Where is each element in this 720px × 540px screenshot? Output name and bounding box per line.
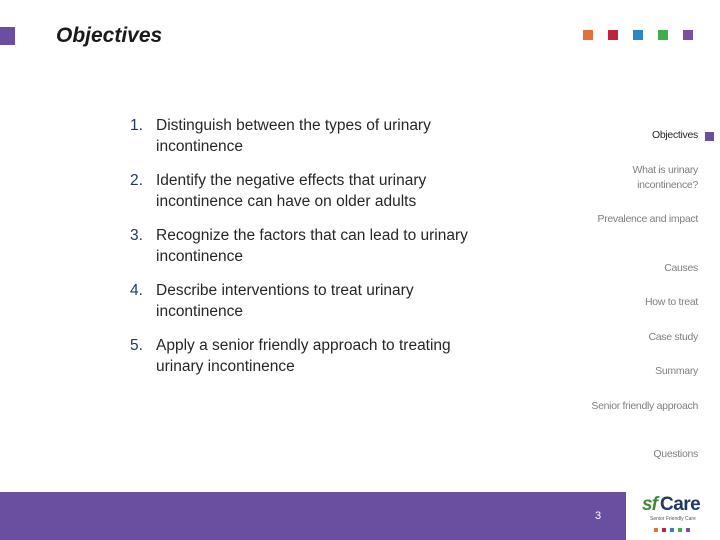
deco-square-green xyxy=(658,30,668,40)
deco-square-purple xyxy=(683,30,693,40)
nav-item-label: Causes xyxy=(664,262,698,274)
deco-square-blue xyxy=(633,30,643,40)
logo-dot-blue xyxy=(670,528,674,532)
logo-sf-text: sf xyxy=(642,494,657,515)
nav-item-label: Case study xyxy=(648,331,698,343)
nav-item-summary[interactable] xyxy=(588,364,698,379)
objective-text: Distinguish between the types of urinary incontinence xyxy=(156,117,431,155)
slide-number: 3 xyxy=(595,510,602,522)
objective-item xyxy=(130,335,490,377)
objective-number: 4. xyxy=(130,282,143,299)
active-section-marker xyxy=(705,132,714,141)
objective-item xyxy=(130,170,490,212)
sfcare-logo xyxy=(626,486,720,540)
objective-number: 1. xyxy=(130,117,143,134)
nav-item-questions[interactable] xyxy=(588,447,698,462)
objectives-list xyxy=(130,115,490,390)
objective-item xyxy=(130,225,490,267)
nav-item-label: Summary xyxy=(655,365,698,377)
deco-square-red xyxy=(608,30,618,40)
objective-item xyxy=(130,280,490,322)
objective-item xyxy=(130,115,490,157)
nav-item-case-study[interactable] xyxy=(588,330,698,345)
logo-dot-purple xyxy=(686,528,690,532)
nav-item-causes[interactable] xyxy=(588,261,698,276)
footer-bar xyxy=(0,492,720,540)
nav-item-label: How to treat xyxy=(644,296,698,308)
nav-item-objectives[interactable] xyxy=(588,128,698,143)
logo-tagline: Senior Friendly Care xyxy=(650,516,696,522)
nav-item-what-is-urinary-incontinence[interactable] xyxy=(588,163,698,193)
objective-number: 3. xyxy=(130,227,143,244)
page-title: Objectives xyxy=(56,24,163,47)
deco-square-orange xyxy=(583,30,593,40)
objective-number: 5. xyxy=(130,337,143,354)
objective-text: Identify the negative effects that urinary incontinence can have on older adults xyxy=(156,172,427,210)
nav-item-how-to-treat[interactable] xyxy=(588,295,698,310)
logo-dot-green xyxy=(678,528,682,532)
objective-text: Describe interventions to treat urinary incontinence xyxy=(156,282,414,320)
objective-text: Recognize the factors that can lead to urinary incontinence xyxy=(156,227,468,265)
nav-item-senior-friendly-approach[interactable] xyxy=(588,399,698,414)
objective-number: 2. xyxy=(130,172,143,189)
logo-dot-red xyxy=(662,528,666,532)
objective-text: Apply a senior friendly approach to treating urinary incontinence xyxy=(156,337,451,375)
nav-item-label: Objectives xyxy=(651,129,698,141)
nav-item-label: Senior friendly approach xyxy=(591,400,698,412)
nav-item-label: What is urinary incontinence? xyxy=(632,164,698,191)
logo-dot-orange xyxy=(654,528,658,532)
nav-item-prevalence-and-impact[interactable] xyxy=(588,212,698,227)
title-accent-square xyxy=(0,27,15,45)
nav-item-label: Questions xyxy=(653,448,698,460)
nav-item-label: Prevalence and impact xyxy=(597,213,698,225)
logo-care-text: Care xyxy=(660,494,701,515)
